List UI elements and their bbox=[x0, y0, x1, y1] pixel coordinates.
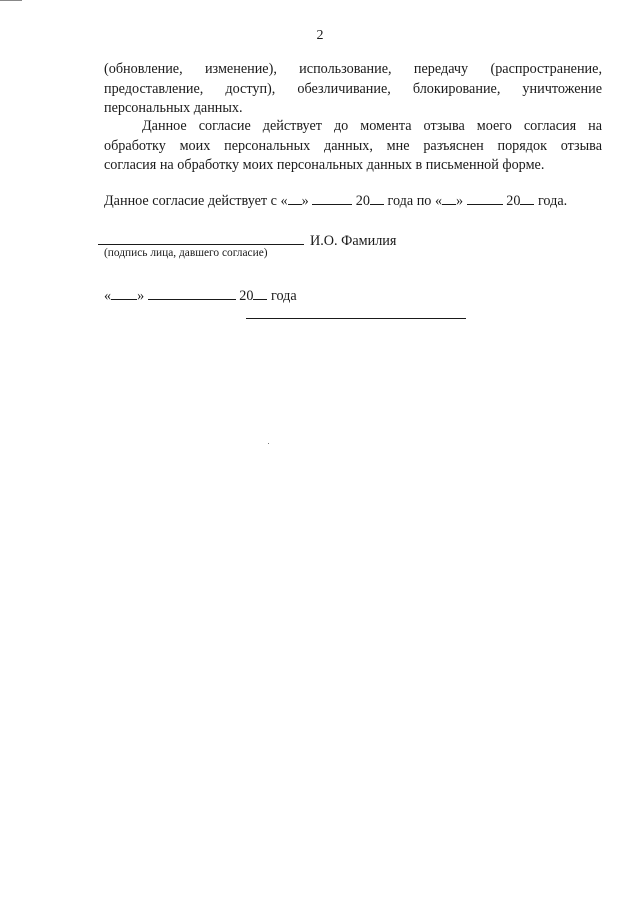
paragraph-line: согласия на обработку моих персональных данных в письменной форме. bbox=[104, 157, 545, 173]
scan-corner-mark bbox=[0, 0, 22, 1]
signature-line[interactable] bbox=[98, 230, 304, 245]
validity-year: 20 bbox=[352, 193, 370, 209]
paragraph-line: предоставление, доступ), обезличивание, блокирование, уничтожение bbox=[104, 80, 602, 97]
validity-year: 20 bbox=[502, 193, 521, 209]
paragraph-line: Данное согласие действует до момента отзыва моего согласия на bbox=[142, 118, 602, 134]
validity-quote: » bbox=[456, 193, 464, 209]
validity-mid: года по « bbox=[383, 193, 443, 209]
end-month-blank[interactable] bbox=[467, 190, 503, 205]
validity-period-line bbox=[104, 190, 602, 212]
end-year-blank[interactable] bbox=[520, 190, 534, 205]
date-close-quote: » bbox=[137, 288, 145, 304]
start-year-blank[interactable] bbox=[370, 190, 384, 205]
consent-actions-paragraph bbox=[104, 60, 602, 119]
date-month-blank[interactable] bbox=[148, 285, 236, 300]
signature-caption: (подпись лица, давшего согласие) bbox=[104, 247, 268, 259]
date-open-quote: « bbox=[104, 288, 112, 304]
paragraph-line: персональных данных. bbox=[104, 100, 243, 116]
consent-duration-paragraph bbox=[104, 117, 602, 176]
start-month-blank[interactable] bbox=[312, 190, 352, 205]
paragraph-line: (обновление, изменение), использование, передачу (распространение, bbox=[104, 61, 602, 77]
date-day-blank[interactable] bbox=[111, 285, 137, 300]
date-year-prefix: 20 bbox=[239, 288, 254, 304]
start-day-blank[interactable] bbox=[288, 190, 302, 205]
paragraph-line: обработку моих персональных данных, мне разъяснен порядок отзыва bbox=[104, 137, 602, 154]
date-year-blank[interactable] bbox=[253, 285, 267, 300]
signatory-name: И.О. Фамилия bbox=[310, 233, 397, 249]
date-row bbox=[104, 285, 297, 305]
scan-speck bbox=[268, 443, 269, 444]
validity-prefix: Данное согласие действует с « bbox=[104, 193, 288, 209]
end-day-blank[interactable] bbox=[442, 190, 456, 205]
validity-quote: » bbox=[301, 193, 309, 209]
date-suffix: года bbox=[267, 288, 297, 304]
page-number: 2 bbox=[316, 28, 324, 43]
bottom-rule bbox=[246, 318, 466, 319]
validity-suffix: года. bbox=[534, 193, 568, 209]
